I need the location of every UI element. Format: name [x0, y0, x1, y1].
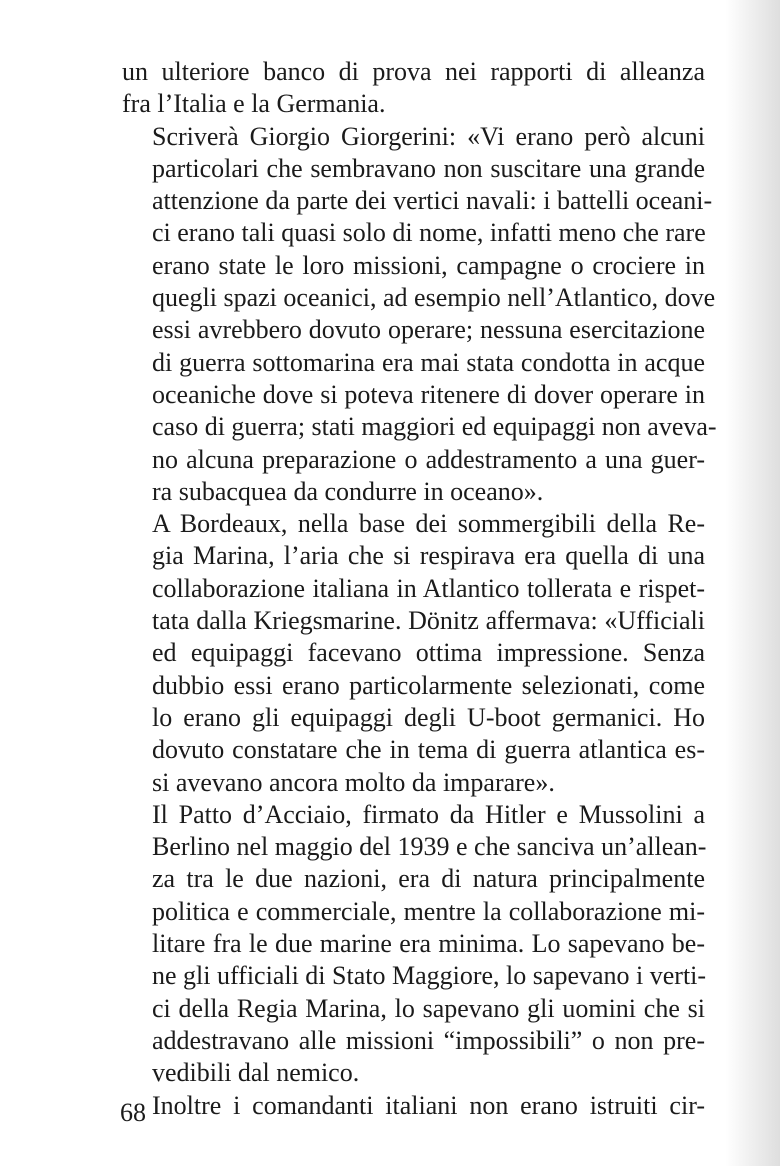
text-line: ed equipaggi facevano ottima impressione. Senza [152, 638, 705, 668]
text-line: attenzione da parte dei vertici navali: i battelli oceani- [152, 186, 713, 216]
text-line: vedibili dal nemico. [152, 1058, 360, 1088]
text-line: lo erano gli equipaggi degli U-boot germanici. Ho [152, 702, 705, 732]
text-line: dovuto constatare che in tema di guerra atlantica es- [152, 735, 705, 765]
text-line: litare fra le due marine era minima. Lo sapevano be- [152, 929, 705, 959]
text-line: quegli spazi oceanici, ad esempio nell’Atlantico, dove [152, 283, 716, 313]
body-text [122, 56, 717, 1122]
text-line: ci della Regia Marina, lo sapevano gli uomini che si [152, 993, 705, 1023]
text-line: Berlino nel maggio del 1939 e che sanciva un’allean- [152, 832, 707, 862]
text-line: tata dalla Kriegsmarine. Dönitz affermava: «Ufficiali [152, 606, 705, 636]
text-line: oceaniche dove si poteva ritenere di dover operare in [152, 379, 705, 409]
text-line: ci erano tali quasi solo di nome, infatti meno che rare [152, 218, 706, 248]
text-line: un ulteriore banco di prova nei rapporti di alleanza [122, 57, 705, 86]
text-line: za tra le due nazioni, era di natura principalmente [152, 864, 705, 894]
text-line: Inoltre i comandanti italiani non erano istruiti cir- [152, 1090, 705, 1120]
paragraph-3 [122, 508, 705, 799]
page-number: 68 [120, 1098, 146, 1127]
text-line: particolari che sembravano non suscitare una grande [152, 153, 705, 183]
text-line: erano state le loro missioni, campagne o crociere in [152, 250, 705, 280]
text-line: ne gli ufficiali di Stato Maggiore, lo sapevano i verti- [152, 961, 707, 991]
text-line: addestravano alle missioni “impossibili” o non pre- [152, 1025, 705, 1055]
paragraph-2 [122, 121, 717, 509]
text-line: essi avrebbero dovuto operare; nessuna esercitazione [152, 315, 705, 345]
text-line: di guerra sottomarina era mai stata condotta in acque [152, 347, 705, 377]
text-line: gia Marina, l’aria che si respirava era quella di una [152, 541, 705, 571]
paragraph-1 [122, 56, 705, 121]
text-line: A Bordeaux, nella base dei sommergibili della Re- [152, 509, 705, 539]
text-line: collaborazione italiana in Atlantico tollerata e rispet- [152, 573, 705, 603]
text-line: Scriverà Giorgio Giorgerini: «Vi erano però alcuni [152, 121, 705, 151]
text-line: dubbio essi erano particolarmente selezionati, come [152, 670, 705, 700]
text-line: Il Patto d’Acciaio, firmato da Hitler e Mussolini a [152, 799, 705, 829]
text-line: no alcuna preparazione o addestramento a una guer- [152, 444, 705, 474]
paragraph-5 [122, 1090, 705, 1122]
text-line: politica e commerciale, mentre la collaborazione mi- [152, 896, 705, 926]
text-line: caso di guerra; stati maggiori ed equipaggi non aveva- [152, 412, 717, 442]
paragraph-4 [122, 799, 705, 1090]
text-line: si avevano ancora molto da imparare». [152, 767, 555, 797]
text-line: fra l’Italia e la Germania. [122, 89, 386, 119]
text-line: ra subacquea da condurre in oceano». [152, 476, 544, 506]
